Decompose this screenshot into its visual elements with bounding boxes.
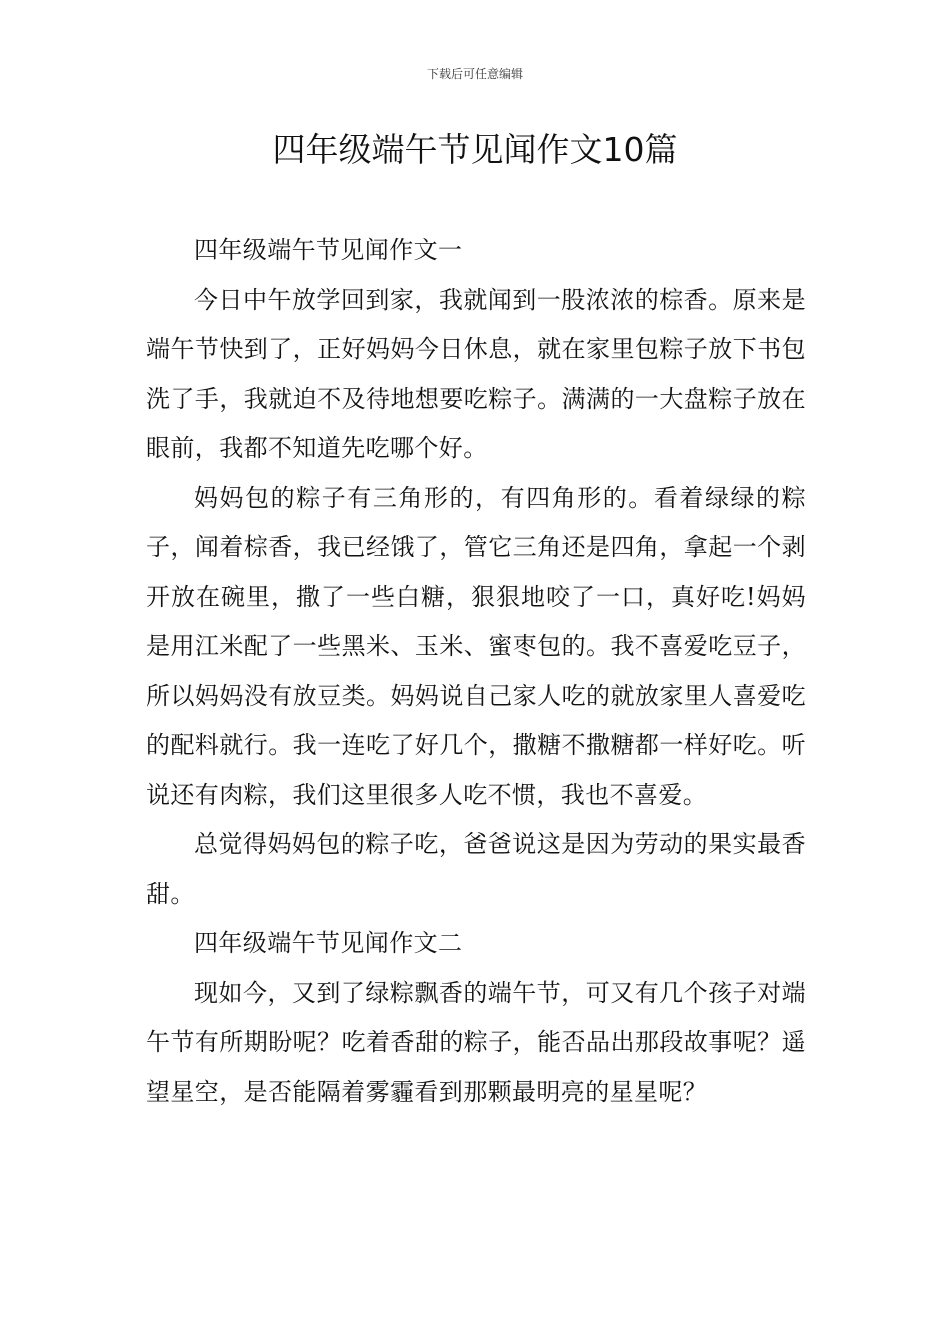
document-title: 四年级端午节见闻作文10篇 [272,130,678,169]
body-paragraph: 妈妈包的粽子有三角形的，有四角形的。看着绿绿的粽子，闻着棕香，我已经饿了，管它三角还是四角，拿起一个剥开放在碗里，撒了一些白糖，狠狠地咬了一口，真好吃!妈妈是用江米配了一些黑米、玉米、蜜枣包的。我不喜爱吃豆子，所以妈妈没有放豆类。妈妈说自己家人吃的就放家里人喜爱吃的配料就行。我一连吃了好几个，撒糖不撒糖都一样好吃。听说还有肉粽，我们这里很多人吃不惯，我也不喜爱。 [146,483,806,809]
body-paragraph: 总觉得妈妈包的粽子吃，爸爸说这是因为劳动的果实最香甜。 [146,830,806,908]
body-paragraph: 现如今，又到了绿粽飘香的端午节，可又有几个孩子对端午节有所期盼呢？吃着香甜的粽子，能否品出那段故事呢？遥望星空，是否能隔着雾霾看到那颗最明亮的星星呢？ [146,978,806,1106]
document-body [146,226,806,1117]
essay-heading-one: 四年级端午节见闻作文一 [194,236,463,264]
essay-heading-two: 四年级端午节见闻作文二 [194,929,463,957]
header-note: 下载后可任意编辑 [426,67,523,81]
body-paragraph: 今日中午放学回到家，我就闻到一股浓浓的棕香。原来是端午节快到了，正好妈妈今日休息，就在家里包粽子放下书包洗了手，我就迫不及待地想要吃粽子。满满的一大盘粽子放在眼前，我都不知道先吃哪个好。 [146,285,806,462]
